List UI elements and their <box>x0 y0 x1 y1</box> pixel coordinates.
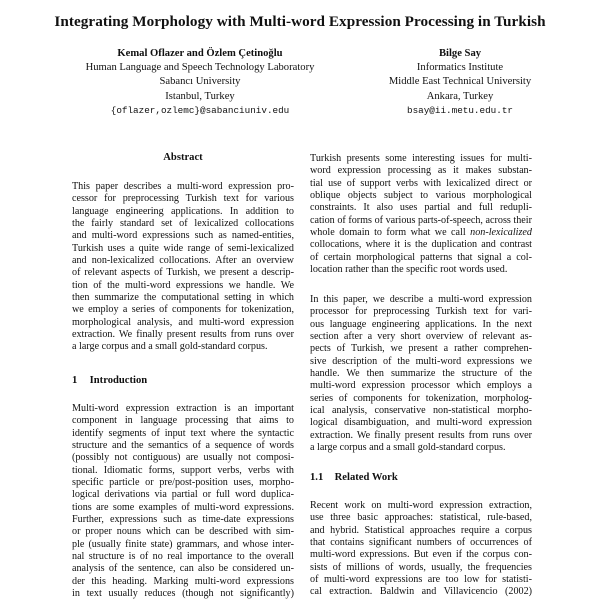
text-line: This paper describes a multi-word expression pro- <box>72 181 294 192</box>
text-line: extraction. We finally present results from runs over <box>310 429 532 441</box>
introduction-paragraph <box>72 403 294 601</box>
text-line: a large corpus and a small gold-standard corpus. <box>310 442 506 454</box>
text-line: language engineering applications. In addition to <box>72 205 294 217</box>
section-title: Related Work <box>334 472 398 483</box>
text-line: location rather than the specific root words used. <box>310 264 508 276</box>
text-line: and non-lexicalized collocations. After an overview <box>72 255 294 267</box>
right-column-paper-overview <box>310 294 532 454</box>
abstract-body <box>72 181 294 354</box>
text-line: word expression processing as it makes substan- <box>310 165 532 177</box>
text-line: of relevant aspects of Turkish, we present a descrip- <box>72 267 294 279</box>
text-line <box>310 227 532 239</box>
text-line: we employ a series of components for tokenization, <box>72 304 294 316</box>
text-line: tial use of support verbs with lexicalized direct or <box>310 177 532 189</box>
author-affiliation: Human Language and Speech Technology Laboratory <box>85 62 315 74</box>
text-line: cal extraction. Baldwin and Villavicencio (2002) <box>310 586 532 598</box>
related-work-heading <box>310 472 398 483</box>
text-line: logical disambiguation, and multi-word expression <box>310 417 532 429</box>
text-line: Turkish uses a quite wide range of semi-lexicalized <box>72 242 294 254</box>
text-line: then summarize the computational setting in which <box>72 292 294 304</box>
section-number: 1 <box>72 375 78 386</box>
paper-title: Integrating Morphology with Multi-word Expression Processing in Turkish <box>54 13 546 30</box>
text-line: morphological analysis, and multi-word expression <box>72 316 294 328</box>
text-line: collocations, where it is the duplication and contrast <box>310 239 532 251</box>
author-location: Istanbul, Turkey <box>165 90 235 102</box>
text-line: the fairly standard set of lexicalized collocations <box>72 218 294 230</box>
text-line: tional. Idiomatic forms, support verbs, verbs with <box>72 464 294 476</box>
paragraph-paper-overview <box>310 294 532 454</box>
text-line: ous language engineering applications. In the next <box>310 318 532 330</box>
author-block-sabanci <box>60 47 340 118</box>
text-line: sive description of the multi-word expressions we <box>310 355 532 367</box>
author-block-metu <box>335 47 585 118</box>
text-line: der this heading. Marking multi-word expressions <box>72 575 294 587</box>
introduction-body <box>72 403 294 601</box>
text-line: Multi-word expression extraction is an important <box>72 403 294 414</box>
text-line: cessor for preprocessing Turkish text for various <box>72 193 294 205</box>
text-line: analysis of the sentence, can also be considered un- <box>72 563 294 575</box>
text-line: extraction. We finally present results from runs over <box>72 329 294 341</box>
text-line: (possibly not contiguous) are usually not composi- <box>72 452 294 464</box>
text-line: nal structure is of no real importance to the overall <box>72 551 294 563</box>
abstract-paragraph <box>72 181 294 354</box>
author-affiliation: Informatics Institute <box>416 62 504 74</box>
text-line: processor for preprocessing Turkish text for vari- <box>310 306 532 318</box>
text-line: specific particle or pre/post-position uses, morpho- <box>72 477 294 489</box>
text-line: in text usually reduces (though not significantly) <box>72 588 294 600</box>
text-line-lead: whole domain to form what we call <box>310 227 471 239</box>
author-institution: Sabancı University <box>159 76 241 88</box>
text-line: section after a very short overview of relevant as- <box>310 331 532 343</box>
text-line: and multi-word expressions such as named-entities, <box>72 230 294 242</box>
text-line: tions are some examples of multi-word expressions. <box>72 501 294 513</box>
emphasis-term: non-lexicalized <box>470 227 532 239</box>
author-institution: Middle East Technical University <box>388 76 532 88</box>
text-line: multi-word expressions. But even if the corpus con- <box>310 549 532 561</box>
text-line: use three basic approaches: statistical, rule-based, <box>310 512 532 524</box>
text-line: Turkish presents some interesting issues for multi- <box>310 153 532 164</box>
author-names: Kemal Oflazer and Özlem Çetinoğlu <box>117 48 283 59</box>
section-title: Introduction <box>89 375 148 386</box>
text-line: of certain morphological patterns that signal a col- <box>310 251 532 263</box>
text-line: Further, expressions such as time-date expressions <box>72 514 294 526</box>
related-work-paragraph <box>310 500 532 599</box>
text-line: that contains significant numbers of occurrences of <box>310 537 532 549</box>
introduction-heading <box>72 375 147 386</box>
text-line: or proper nouns which can be described with sim- <box>72 526 294 538</box>
text-line: structure and the semantics of a sequence of words <box>72 440 294 452</box>
text-line: handle. We then summarize the structure of the <box>310 368 532 380</box>
abstract-heading: Abstract <box>163 152 203 163</box>
author-location: Ankara, Turkey <box>426 90 494 102</box>
text-line: oblique objects subject to various morphological <box>310 190 532 202</box>
author-names: Bilge Say <box>438 48 482 59</box>
text-line: logical derivations via partial or full word duplica- <box>72 489 294 501</box>
text-line: ple (usually finite state) grammars, and whose inter- <box>72 538 294 550</box>
text-line: series of components for tokenization, morpholog- <box>310 392 532 404</box>
text-line: pects of Turkish, we present a rather comprehen- <box>310 343 532 355</box>
text-line: Recent work on multi-word expression extraction, <box>310 500 532 511</box>
text-line: ical analysis, conservative non-statistical morpho- <box>310 405 532 417</box>
text-line: sists of millions of words, usually, the frequencies <box>310 561 532 573</box>
text-line: of multi-word expressions are too low for statisti- <box>310 574 532 586</box>
text-line: identify segments of input text where the syntactic <box>72 427 294 439</box>
section-number: 1.1 <box>310 472 324 483</box>
text-line: a large corpus and a small gold-standard corpus. <box>72 341 268 353</box>
author-email: {oflazer,ozlemc}@sabanciuniv.edu <box>110 104 290 116</box>
text-line: component in language processing that aims to <box>72 415 294 427</box>
right-column-intro-continued <box>310 153 532 276</box>
text-line: In this paper, we describe a multi-word expression <box>310 294 532 305</box>
text-line: multi-word expression processor which employs a <box>310 380 532 392</box>
text-line: cation of forms of various parts-of-speech, across their <box>310 214 532 226</box>
author-email: bsay@ii.metu.edu.tr <box>406 104 513 116</box>
text-line: and hybrid. Statistical approaches require a corpus <box>310 524 532 536</box>
paragraph-turkish-issues <box>310 153 532 276</box>
text-line: constraints. It also uses partial and full redupli- <box>310 202 532 214</box>
related-work-body <box>310 500 532 599</box>
text-line: tion of the multi-word expressions we handle. We <box>72 279 294 291</box>
